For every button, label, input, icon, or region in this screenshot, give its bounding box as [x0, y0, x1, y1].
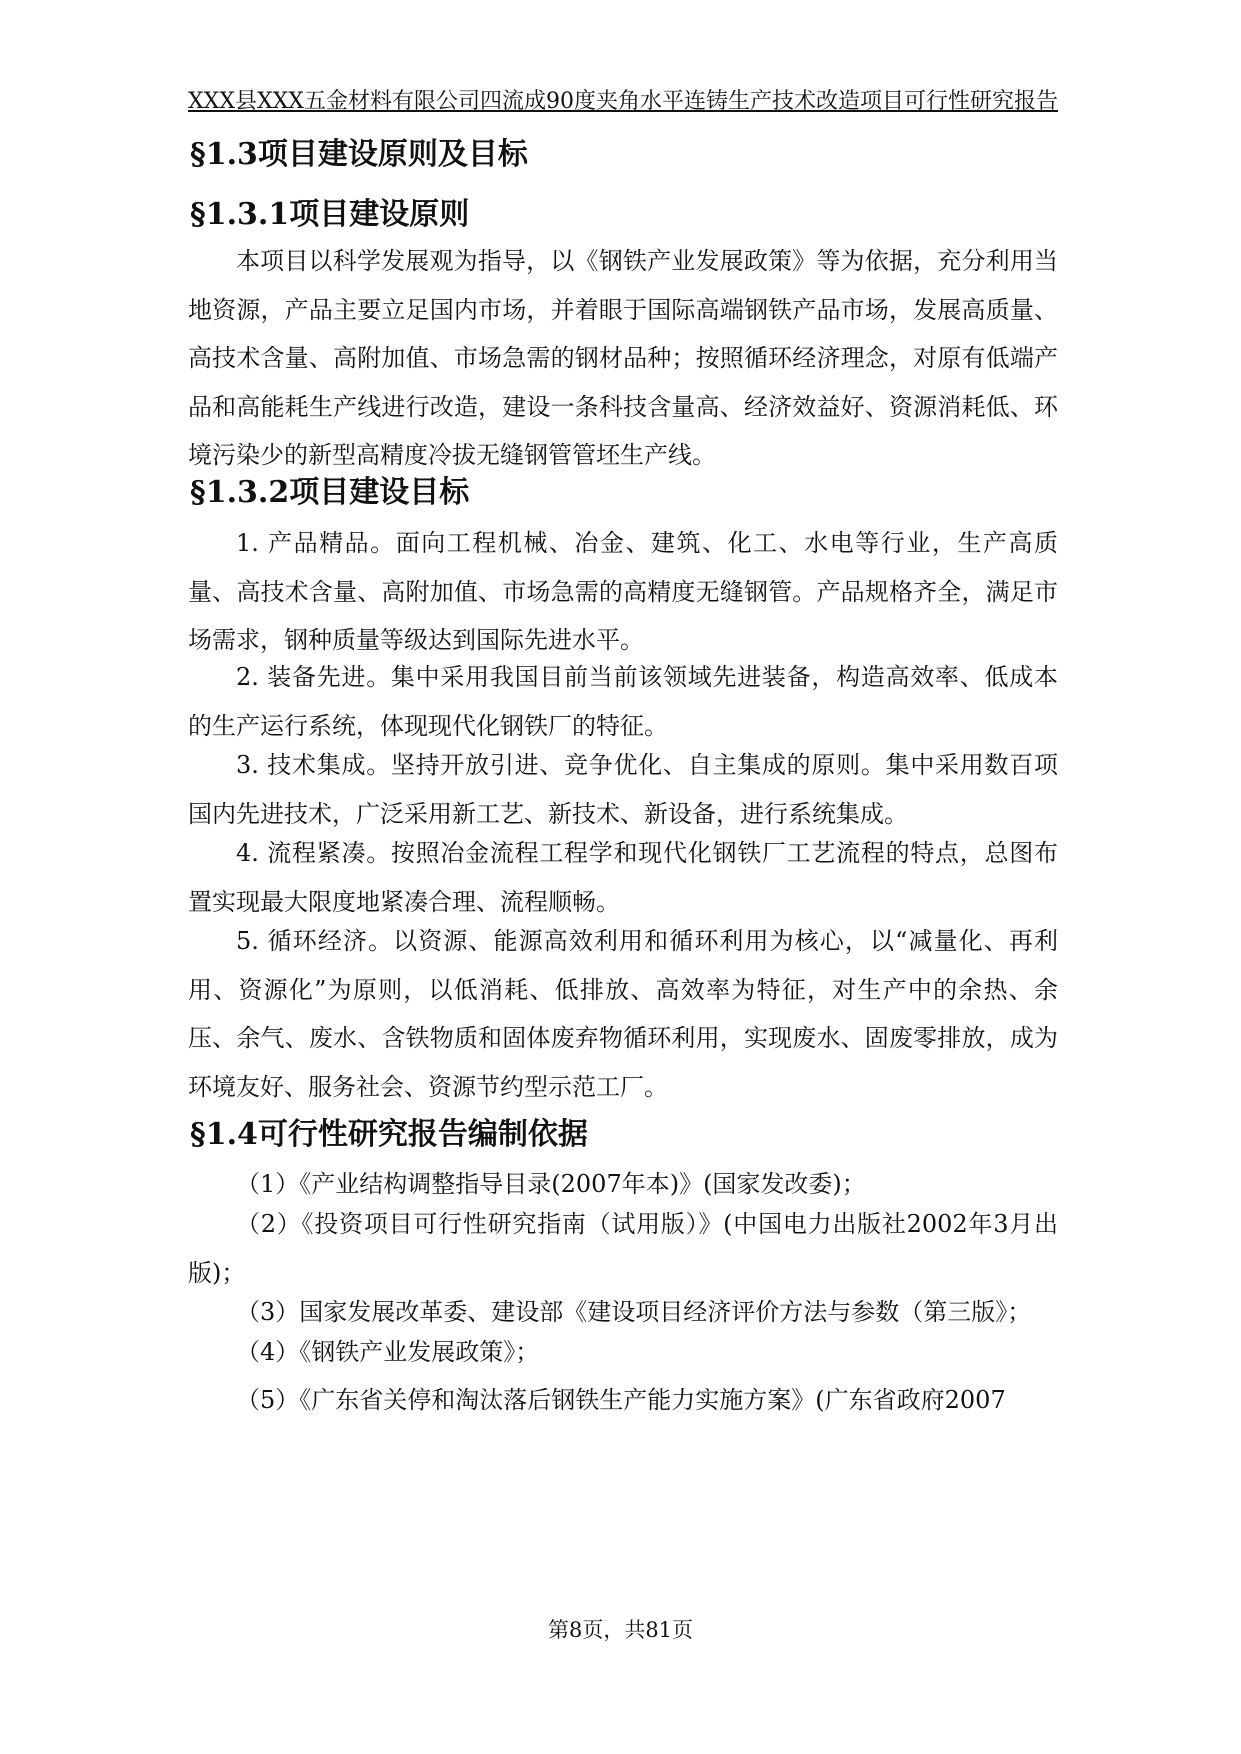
goal-item-3: 3. 技术集成。坚持开放引进、竞争优化、自主集成的原则。集中采用数百项国内先进技术，广泛采用新工艺、新技术、新设备，进行系统集成。	[188, 751, 1058, 828]
paragraph-construction-principles: 本项目以科学发展观为指导，以《钢铁产业发展政策》等为依据，充分利用当地资源，产品主要立足国内市场，并着眼于国际高端钢铁产品市场，发展高质量、高技术含量、高附加值、市场急需的钢材品种；按照循环经济理念，对原有低端产品和高能耗生产线进行改造，建设一条科技含量高、经济效益好、资源消耗低、环境污染少的新型高精度冷拔无缝钢管管坯生产线。	[188, 247, 1058, 469]
page-header-title: XXX县XXX五金材料有限公司四流成90度夹角水平连铸生产技术改造项目可行性研究报告	[188, 89, 1058, 114]
section-heading-1-3: §1.3项目建设原则及目标	[190, 137, 528, 172]
basis-item-2: （2）《投资项目可行性研究指南（试用版）》(中国电力出版社2002年3月出版)；	[188, 1210, 1058, 1287]
section-heading-1-3-1: §1.3.1项目建设原则	[190, 197, 470, 232]
goal-item-4: 4. 流程紧凑。按照冶金流程工程学和现代化钢铁厂工艺流程的特点，总图布置实现最大限度地紧凑合理、流程顺畅。	[188, 839, 1058, 916]
basis-item-5: （5）《广东省关停和淘汰落后钢铁生产能力实施方案》(广东省政府2007	[236, 1386, 1006, 1414]
section-heading-1-3-2: §1.3.2项目建设目标	[190, 475, 470, 510]
page-footer-number: 第8页，共81页	[547, 1618, 694, 1642]
goal-item-1: 1. 产品精品。面向工程机械、冶金、建筑、化工、水电等行业，生产高质量、高技术含量、高附加值、市场急需的高精度无缝钢管。产品规格齐全，满足市场需求，钢种质量等级达到国际先进水平。	[188, 529, 1058, 654]
goal-item-5: 5. 循环经济。以资源、能源高效利用和循环利用为核心，以“减量化、再利用、资源化”为原则，以低消耗、低排放、高效率为特征，对生产中的余热、余压、余气、废水、含铁物质和固体废弃物循环利用，实现废水、固废零排放，成为环境友好、服务社会、资源节约型示范工厂。	[188, 927, 1058, 1101]
basis-item-1: （1）《产业结构调整指导目录(2007年本)》(国家发改委)；	[236, 1170, 866, 1198]
section-heading-1-4: §1.4可行性研究报告编制依据	[190, 1117, 588, 1152]
goal-item-2: 2. 装备先进。集中采用我国目前当前该领域先进装备，构造高效率、低成本的生产运行系统，体现现代化钢铁厂的特征。	[188, 663, 1058, 740]
basis-item-3: （3）国家发展改革委、建设部《建设项目经济评价方法与参数（第三版》；	[236, 1298, 1032, 1326]
basis-item-4: （4）《钢铁产业发展政策》；	[236, 1338, 540, 1366]
